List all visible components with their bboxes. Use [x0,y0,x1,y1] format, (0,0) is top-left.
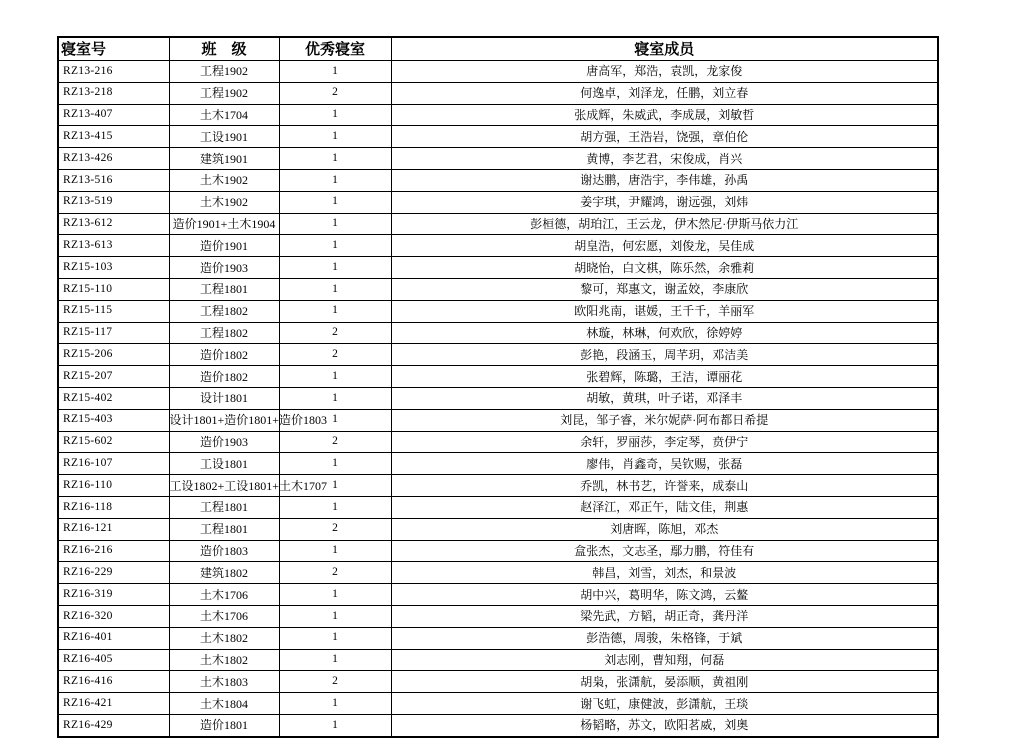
table-row [58,409,938,431]
cell-class: 工程1801 [169,518,279,540]
cell-dorm-members: 黎可，郑惠文，谢孟姣，李康欣 [391,278,938,300]
cell-class: 土木1804 [169,693,279,715]
cell-excellent-count: 2 [279,82,391,104]
cell-excellent-count: 1 [279,169,391,191]
cell-excellent-count: 1 [279,61,391,83]
cell-class: 设计1801+造价1801+造价1803 [169,409,279,431]
cell-dorm-members: 刘昆，邹子睿，米尔妮萨·阿布都日希提 [391,409,938,431]
cell-excellent-count: 1 [279,649,391,671]
cell-room-number: RZ16-320 [58,605,169,627]
cell-room-number: RZ13-516 [58,169,169,191]
cell-dorm-members: 唐高军，郑浩，袁凯，龙家俊 [391,61,938,83]
dorm-table [57,36,939,738]
table-row [58,344,938,366]
cell-dorm-members: 欧阳兆南，谌媛，王千千，羊丽军 [391,300,938,322]
cell-dorm-members: 胡敏，黄琪，叶子诺，邓泽丰 [391,387,938,409]
cell-room-number: RZ16-110 [58,475,169,497]
table-row [58,235,938,257]
cell-class: 工设1901 [169,126,279,148]
cell-dorm-members: 杨韬略，苏文，欧阳茗威，刘奥 [391,714,938,736]
cell-class: 建筑1901 [169,148,279,170]
cell-class: 工程1902 [169,61,279,83]
cell-excellent-count: 1 [279,366,391,388]
cell-excellent-count: 2 [279,562,391,584]
cell-class: 造价1801 [169,714,279,736]
table-row [58,431,938,453]
cell-excellent-count: 1 [279,693,391,715]
cell-class: 造价1903 [169,257,279,279]
table-row [58,387,938,409]
table-row [58,714,938,736]
cell-dorm-members: 刘唐晖，陈旭，邓杰 [391,518,938,540]
cell-class: 造价1901 [169,235,279,257]
cell-room-number: RZ16-229 [58,562,169,584]
cell-excellent-count: 1 [279,148,391,170]
cell-class: 工程1902 [169,82,279,104]
cell-excellent-count: 1 [279,235,391,257]
table-row [58,693,938,715]
cell-excellent-count: 1 [279,387,391,409]
table-row [58,191,938,213]
cell-excellent-count: 1 [279,475,391,497]
cell-room-number: RZ13-216 [58,61,169,83]
cell-excellent-count: 1 [279,540,391,562]
cell-class: 土木1803 [169,671,279,693]
cell-room-number: RZ16-121 [58,518,169,540]
cell-excellent-count: 1 [279,213,391,235]
cell-dorm-members: 彭艳，段涵玉，周芊玥，邓洁美 [391,344,938,366]
header-row [58,37,938,61]
cell-room-number: RZ15-110 [58,278,169,300]
cell-dorm-members: 胡中兴，葛明华，陈文鸿，云鳌 [391,584,938,606]
cell-excellent-count: 2 [279,322,391,344]
cell-class: 工设1801 [169,453,279,475]
cell-excellent-count: 2 [279,431,391,453]
table-body [58,61,938,737]
cell-excellent-count: 1 [279,627,391,649]
table-row [58,605,938,627]
column-header-class: 班 级 [169,37,279,61]
table-row [58,562,938,584]
cell-room-number: RZ16-416 [58,671,169,693]
table-row [58,148,938,170]
table-row [58,627,938,649]
cell-dorm-members: 姜宇琪，尹耀鸿，谢远强，刘炜 [391,191,938,213]
cell-room-number: RZ16-429 [58,714,169,736]
cell-excellent-count: 1 [279,584,391,606]
column-header-excellent-dorm: 优秀寝室 [279,37,391,61]
cell-room-number: RZ15-402 [58,387,169,409]
table-row [58,453,938,475]
cell-room-number: RZ16-401 [58,627,169,649]
cell-dorm-members: 胡方强，王浩岩，饶强，章伯伦 [391,126,938,148]
table-header [58,37,938,61]
table-row [58,61,938,83]
table-row [58,518,938,540]
cell-dorm-members: 盒张杰，文志圣，鄢力鹏，符佳有 [391,540,938,562]
table-row [58,82,938,104]
cell-class: 土木1706 [169,584,279,606]
table-row [58,540,938,562]
column-header-room-number: 寝室号 [58,37,169,61]
cell-excellent-count: 1 [279,714,391,736]
cell-excellent-count: 1 [279,278,391,300]
cell-excellent-count: 2 [279,518,391,540]
cell-excellent-count: 1 [279,191,391,213]
cell-dorm-members: 廖伟，肖鑫奇，吴钦赐，张磊 [391,453,938,475]
cell-room-number: RZ15-602 [58,431,169,453]
cell-dorm-members: 张成辉，朱威武，李成晟，刘敏哲 [391,104,938,126]
cell-dorm-members: 韩昌，刘雪，刘杰，和景波 [391,562,938,584]
cell-room-number: RZ13-407 [58,104,169,126]
cell-dorm-members: 何逸卓，刘泽龙，任鹏，刘立春 [391,82,938,104]
dorm-table-container [57,36,937,738]
cell-class: 工程1801 [169,278,279,300]
cell-dorm-members: 胡枭，张潇航，晏添顺，黄祖刚 [391,671,938,693]
cell-class: 造价1803 [169,540,279,562]
cell-class: 工程1802 [169,322,279,344]
cell-dorm-members: 赵泽江，邓正午，陆文佳，荆惠 [391,496,938,518]
cell-room-number: RZ16-421 [58,693,169,715]
cell-room-number: RZ13-426 [58,148,169,170]
cell-excellent-count: 1 [279,126,391,148]
table-row [58,649,938,671]
cell-dorm-members: 谢飞虹，康健波，彭潇航，王琰 [391,693,938,715]
cell-dorm-members: 彭桓德，胡珀江，王云龙，伊木然尼·伊斯马依力江 [391,213,938,235]
cell-excellent-count: 2 [279,344,391,366]
cell-class: 设计1801 [169,387,279,409]
cell-room-number: RZ15-207 [58,366,169,388]
cell-room-number: RZ15-206 [58,344,169,366]
cell-class: 造价1903 [169,431,279,453]
cell-room-number: RZ13-415 [58,126,169,148]
cell-dorm-members: 余轩，罗丽莎，李定琴，贲伊宁 [391,431,938,453]
cell-room-number: RZ15-403 [58,409,169,431]
cell-excellent-count: 2 [279,671,391,693]
cell-room-number: RZ16-107 [58,453,169,475]
cell-room-number: RZ15-103 [58,257,169,279]
cell-class: 土木1706 [169,605,279,627]
cell-excellent-count: 1 [279,300,391,322]
table-row [58,169,938,191]
cell-excellent-count: 1 [279,257,391,279]
cell-room-number: RZ13-519 [58,191,169,213]
cell-room-number: RZ16-319 [58,584,169,606]
cell-class: 造价1901+土木1904 [169,213,279,235]
table-row [58,300,938,322]
cell-class: 造价1802 [169,344,279,366]
table-row [58,584,938,606]
cell-room-number: RZ15-117 [58,322,169,344]
cell-dorm-members: 谢达鹏，唐浩宇，李伟雄，孙禹 [391,169,938,191]
cell-class: 土木1802 [169,627,279,649]
cell-class: 工设1802+工设1801+土木1707 [169,475,279,497]
table-row [58,104,938,126]
cell-room-number: RZ13-612 [58,213,169,235]
cell-dorm-members: 彭浩德，周骏，朱格锋，于斌 [391,627,938,649]
table-row [58,213,938,235]
cell-room-number: RZ16-118 [58,496,169,518]
cell-dorm-members: 林璇，林琳，何欢欣，徐婷婷 [391,322,938,344]
cell-room-number: RZ15-115 [58,300,169,322]
cell-class: 土木1902 [169,191,279,213]
table-row [58,671,938,693]
cell-class: 建筑1802 [169,562,279,584]
table-row [58,496,938,518]
cell-dorm-members: 刘志刚，曹知翔，何磊 [391,649,938,671]
table-row [58,366,938,388]
cell-room-number: RZ13-613 [58,235,169,257]
cell-class: 土木1902 [169,169,279,191]
cell-dorm-members: 张碧辉，陈璐，王洁，谭丽花 [391,366,938,388]
cell-class: 土木1704 [169,104,279,126]
cell-room-number: RZ13-218 [58,82,169,104]
column-header-dorm-members: 寝室成员 [391,37,938,61]
cell-excellent-count: 1 [279,104,391,126]
cell-class: 土木1802 [169,649,279,671]
table-row [58,278,938,300]
cell-class: 造价1802 [169,366,279,388]
table-row [58,126,938,148]
cell-class: 工程1801 [169,496,279,518]
cell-dorm-members: 乔凯，林书艺，许誉来，成泰山 [391,475,938,497]
cell-excellent-count: 1 [279,453,391,475]
table-row [58,322,938,344]
cell-dorm-members: 黄博，李艺君，宋俊成，肖兴 [391,148,938,170]
cell-excellent-count: 1 [279,605,391,627]
cell-dorm-members: 胡皇浩，何宏愿，刘俊龙，吴佳成 [391,235,938,257]
cell-room-number: RZ16-216 [58,540,169,562]
cell-dorm-members: 胡晓怡，白文棋，陈乐然，余雅莉 [391,257,938,279]
cell-dorm-members: 梁先武，方韬，胡正奇，龚丹洋 [391,605,938,627]
cell-excellent-count: 1 [279,496,391,518]
cell-room-number: RZ16-405 [58,649,169,671]
table-row [58,257,938,279]
cell-class: 工程1802 [169,300,279,322]
table-row [58,475,938,497]
cell-excellent-count: 1 [279,409,391,431]
